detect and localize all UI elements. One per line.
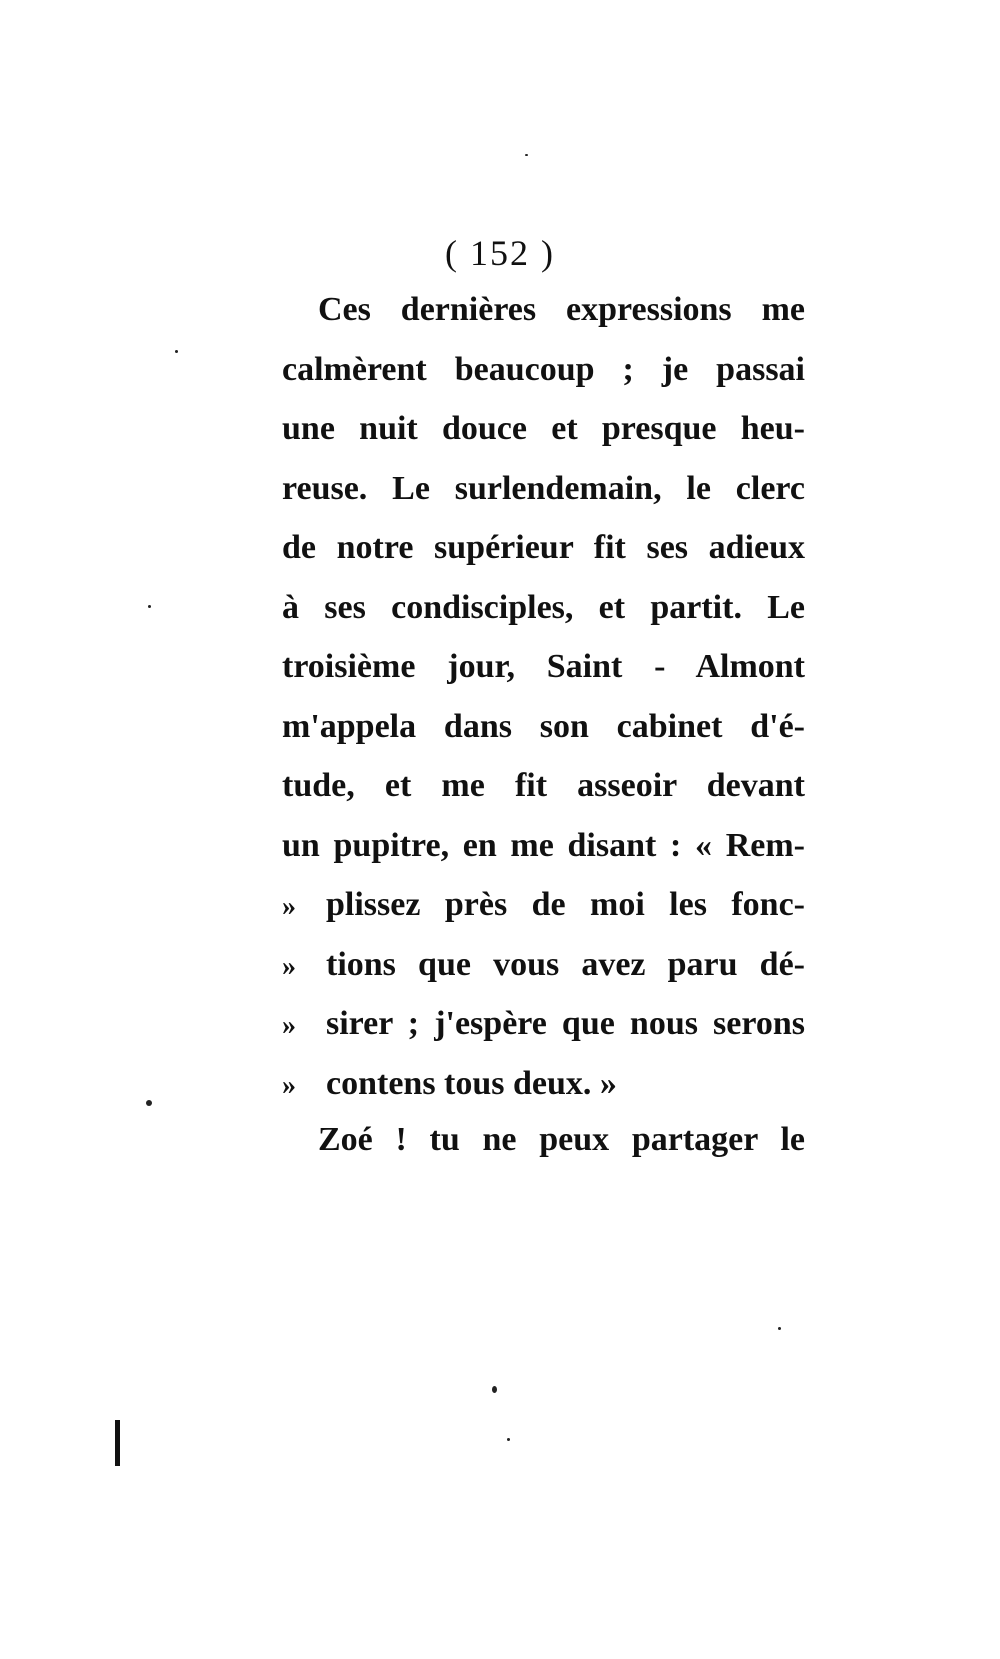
scan-speck [148, 605, 151, 608]
text-line: Zoé ! tu ne peux partager le [318, 1121, 805, 1158]
quoted-line [282, 935, 805, 995]
quoted-text: plissez près de moi les fonc- [326, 886, 805, 923]
quoted-text: tions que vous avez paru dé- [326, 945, 805, 983]
scan-speck [146, 1100, 152, 1106]
scan-speck [492, 1386, 497, 1393]
text-line: reuse. Le surlendemain, le clerc [282, 469, 805, 507]
margin-mark [115, 1420, 120, 1466]
scan-speck [778, 1327, 781, 1330]
quoted-line [282, 1054, 805, 1114]
quoted-line [282, 994, 805, 1054]
text-line: troisième jour, Saint - Almont [282, 648, 805, 685]
text-line: de notre supérieur fit ses adieux [282, 529, 805, 566]
text-line: un pupitre, en me disant : « Rem- [282, 826, 805, 864]
text-line: m'appela dans son cabinet d'é- [282, 707, 805, 745]
quoted-text: contens tous deux. » [326, 1064, 617, 1102]
quoted-line [282, 875, 805, 935]
quote-mark: » [282, 950, 296, 982]
scan-speck [175, 350, 178, 353]
text-line: tude, et me fit asseoir devant [282, 767, 805, 804]
quote-mark: » [282, 1010, 296, 1041]
text-line: à ses condisciples, et partit. Le [282, 588, 805, 626]
quote-mark: » [282, 891, 296, 922]
quote-mark: » [282, 1069, 296, 1101]
page-number: ( 152 ) [445, 233, 555, 273]
scan-speck [525, 154, 528, 156]
text-line: une nuit douce et presque heu- [282, 410, 805, 447]
scan-speck [507, 1438, 510, 1441]
quoted-text: sirer ; j'espère que nous serons [326, 1005, 805, 1042]
text-line: Ces dernières expressions me [318, 291, 805, 328]
text-line: calmèrent beaucoup ; je passai [282, 350, 805, 388]
paragraph-1 [282, 280, 805, 1113]
paragraph-2 [282, 1110, 805, 1170]
